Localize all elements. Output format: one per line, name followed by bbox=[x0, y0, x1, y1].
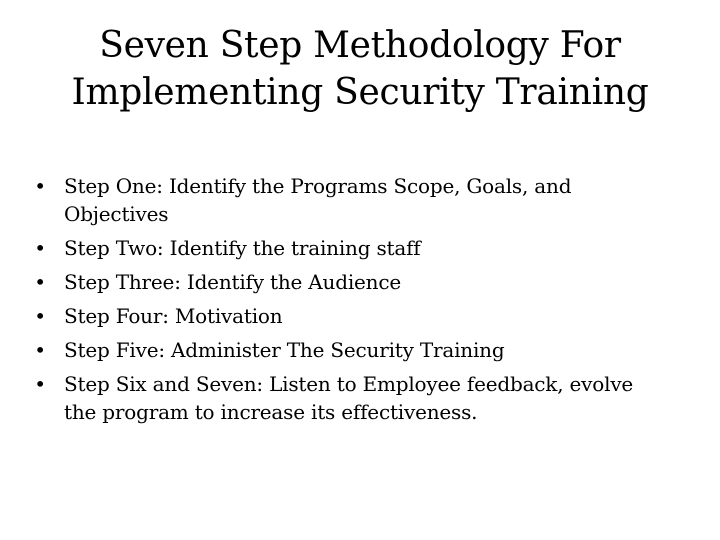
bullet-icon: • bbox=[34, 174, 46, 198]
bullet-text: Step Three: Identify the Audience bbox=[64, 270, 401, 294]
bullet-text: Step Six and Seven: Listen to Employee feedback, evolve the program to increase its effectiveness. bbox=[64, 372, 634, 424]
bullet-icon: • bbox=[34, 236, 46, 260]
list-item bbox=[30, 370, 670, 426]
bullet-icon: • bbox=[34, 372, 46, 396]
bullet-text: Step Four: Motivation bbox=[64, 304, 283, 328]
bullet-icon: • bbox=[34, 304, 46, 328]
list-item bbox=[30, 302, 670, 330]
bullet-icon: • bbox=[34, 338, 46, 362]
bullet-icon: • bbox=[34, 270, 46, 294]
list-item bbox=[30, 268, 670, 296]
bullet-text: Step Five: Administer The Security Training bbox=[64, 338, 505, 362]
bullet-list bbox=[30, 172, 670, 432]
list-item bbox=[30, 172, 670, 228]
bullet-text: Step One: Identify the Programs Scope, Goals, and Objectives bbox=[64, 174, 572, 226]
list-item bbox=[30, 234, 670, 262]
slide-title: Seven Step Methodology For Implementing Security Training bbox=[71, 25, 649, 113]
bullet-text: Step Two: Identify the training staff bbox=[64, 236, 421, 260]
list-item bbox=[30, 336, 670, 364]
